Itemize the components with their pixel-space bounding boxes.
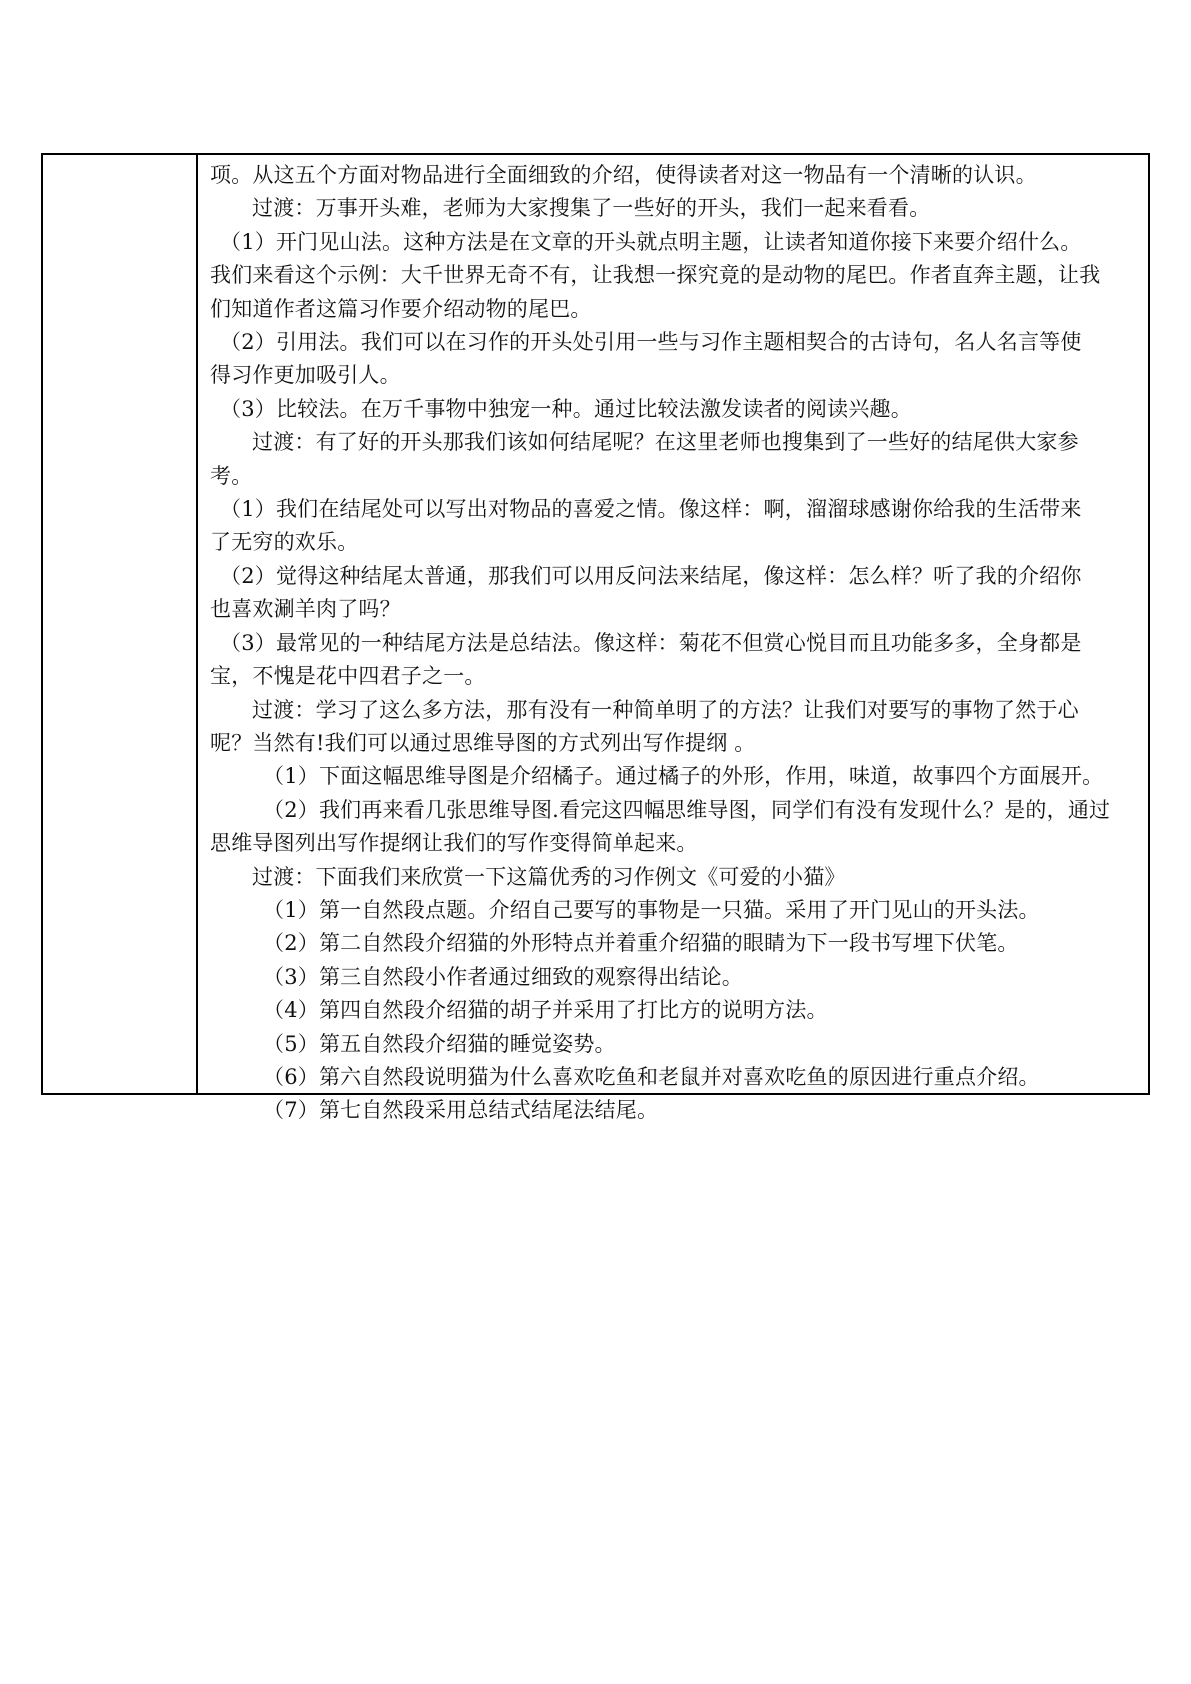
text-line: 宝，不愧是花中四君子之一。	[210, 664, 486, 689]
lesson-table	[41, 153, 1150, 1123]
text-line: 们知道作者这篇习作要介绍动物的尾巴。	[210, 296, 592, 321]
text-line: 思维导图列出写作提纲让我们的写作变得简单起来。	[210, 831, 698, 856]
text-line: （7）第七自然段采用总结式结尾法结尾。	[263, 1098, 659, 1123]
text-line: 我们来看这个示例：大千世界无奇不有，让我想一探究竟的是动物的尾巴。作者直奔主题，让我	[210, 263, 1101, 288]
text-line: （5）第五自然段介绍猫的睡觉姿势。	[263, 1031, 616, 1056]
text-line: （3）最常见的一种结尾方法是总结法。像这样：菊花不但赏心悦目而且功能多多，全身都是	[220, 630, 1082, 655]
text-line: （6）第六自然段说明猫为什么喜欢吃鱼和老鼠并对喜欢吃鱼的原因进行重点介绍。	[263, 1064, 1040, 1089]
text-line: 过渡：有了好的开头那我们该如何结尾呢？在这里老师也搜集到了一些好的结尾供大家参	[252, 430, 1079, 455]
text-line: （2）引用法。我们可以在习作的开头处引用一些与习作主题相契合的古诗句，名人名言等使	[220, 330, 1082, 355]
text-line: （1）第一自然段点题。介绍自己要写的事物是一只猫。采用了开门见山的开头法。	[263, 897, 1040, 922]
text-line: （2）第二自然段介绍猫的外形特点并着重介绍猫的眼睛为下一段书写埋下伏笔。	[263, 931, 1019, 956]
text-line: 考。	[210, 463, 253, 488]
text-line: 呢？当然有!我们可以通过思维导图的方式列出写作提纲 。	[210, 730, 756, 755]
text-line: 过渡：万事开头难，老师为大家搜集了一些好的开头，我们一起来看看。	[252, 196, 931, 221]
text-line: （3）比较法。在万千事物中独宠一种。通过比较法激发读者的阅读兴趣。	[220, 396, 912, 421]
table-content-cell	[200, 155, 1148, 1123]
text-line: 过渡：学习了这么多方法，那有没有一种简单明了的方法？让我们对要写的事物了然于心	[252, 697, 1079, 722]
text-line: （1）我们在结尾处可以写出对物品的喜爱之情。像这样：啊，溜溜球感谢你给我的生活带来	[220, 497, 1082, 522]
text-line: （3）第三自然段小作者通过细致的观察得出结论。	[263, 964, 743, 989]
text-line: 得习作更加吸引人。	[210, 363, 401, 388]
text-line: 也喜欢涮羊肉了吗？	[210, 597, 401, 622]
text-line: （2）觉得这种结尾太普通，那我们可以用反问法来结尾，像这样：怎么样？听了我的介绍你	[220, 563, 1082, 588]
text-line: （4）第四自然段介绍猫的胡子并采用了打比方的说明方法。	[263, 998, 828, 1023]
text-line: （1）开门见山法。这种方法是在文章的开头就点明主题，让读者知道你接下来要介绍什么。	[220, 229, 1082, 254]
text-line: 项。从这五个方面对物品进行全面细致的介绍，使得读者对这一物品有一个清晰的认识。	[210, 163, 1037, 187]
table-left-cell	[43, 155, 198, 1093]
text-line: 了无穷的欢乐。	[210, 530, 359, 555]
text-line: （1）下面这幅思维导图是介绍橘子。通过橘子的外形，作用，味道，故事四个方面展开。	[263, 764, 1104, 789]
text-line: 过渡：下面我们来欣赏一下这篇优秀的习作例文《可爱的小猫》	[252, 864, 846, 889]
text-line: （2）我们再来看几张思维导图.看完这四幅思维导图，同学们有没有发现什么？是的，通过	[263, 797, 1111, 822]
